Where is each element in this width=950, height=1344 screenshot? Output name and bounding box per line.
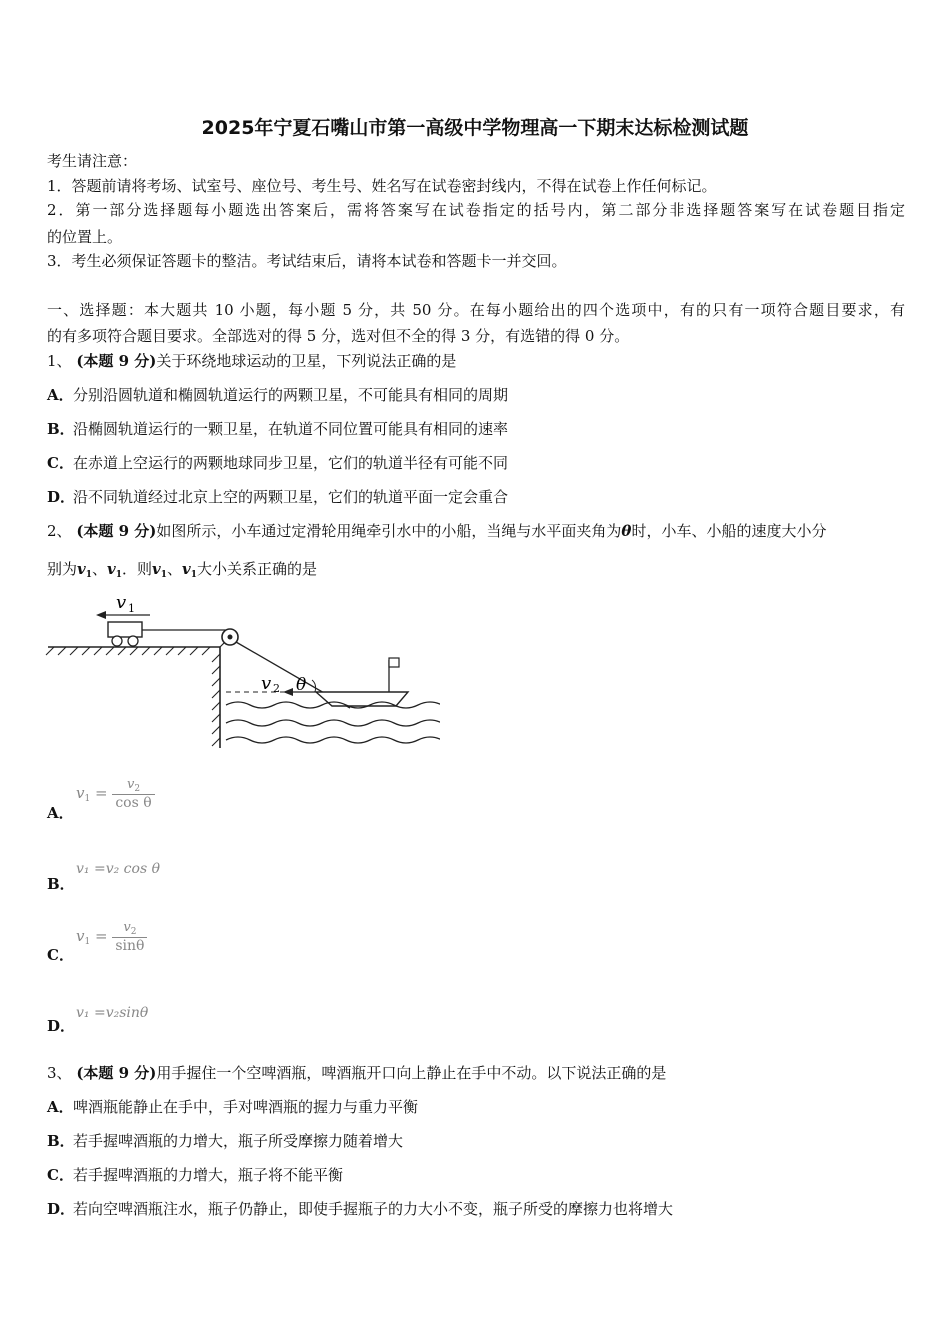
notice-heading: 考生请注意：: [47, 152, 138, 170]
v2-subscript: 1: [190, 570, 197, 580]
question-tag: (本题 9 分): [76, 1064, 157, 1082]
option-letter-d: D．: [47, 1017, 76, 1035]
question-number: 2、: [47, 522, 72, 540]
question-text: 别为: [47, 560, 78, 578]
option-letter: A．: [47, 386, 74, 404]
question-number: 1、: [47, 352, 72, 370]
boat-hull: [316, 692, 408, 706]
option-letter-c: C．: [47, 946, 74, 964]
option-text: 在赤道上空运行的两颗地球同步卫星，它们的轨道半径有可能不同: [73, 454, 509, 472]
question-2-stem: [47, 519, 905, 544]
option-a: [47, 385, 508, 405]
cart-wheel: [128, 636, 138, 646]
option-d: [47, 1199, 673, 1219]
option-a: [47, 1097, 418, 1117]
option-c: [47, 453, 508, 473]
separator: 、: [167, 560, 183, 578]
question-text: 关于环绕地球运动的卫星，下列说法正确的是: [156, 352, 457, 370]
option-letter: C．: [47, 1166, 74, 1184]
option-text: 分别沿圆轨道和椭圆轨道运行的两颗卫星，不可能具有相同的周期: [73, 386, 509, 404]
question-text: 大小关系正确的是: [197, 560, 318, 578]
question-number: 3、: [47, 1064, 72, 1082]
option-d: [47, 487, 508, 507]
pulley-axle: [228, 635, 233, 640]
exam-title: 2025年宁夏石嘴山市第一高级中学物理高一下期末达标检测试题: [201, 117, 749, 139]
pulley-boat-diagram: [40, 588, 440, 753]
angle-label: θ: [296, 675, 307, 695]
formula-lhs: v: [76, 784, 85, 802]
option-letter: B．: [47, 1132, 75, 1150]
formula-fraction: [112, 920, 147, 954]
v2-symbol: v: [107, 560, 116, 578]
option-letter-a: A．: [47, 804, 74, 822]
question-1-stem: [47, 351, 456, 371]
formula-equals: =: [90, 927, 108, 945]
question-2-stem-cont: [47, 559, 317, 585]
fraction-numerator: v: [123, 920, 131, 935]
option-letter: B．: [47, 420, 75, 438]
option-b-formula: v₁ =v₂ cos θ: [76, 861, 161, 877]
option-b: [47, 1131, 403, 1151]
theta-symbol: θ: [621, 522, 632, 540]
cart-wheel: [112, 636, 122, 646]
notice-item: 2．第一部分选择题每小题选出答案后，需将答案写在试卷指定的括号内，第二部分非选择题答案写在试卷题目指定: [47, 201, 905, 219]
option-text: 若向空啤酒瓶注水，瓶子仍静止，即使手握瓶子的力大小不变，瓶子所受的摩擦力也将增大: [73, 1200, 674, 1218]
option-text: 若手握啤酒瓶的力增大，瓶子所受摩擦力随着增大: [73, 1132, 404, 1150]
formula-fraction: [112, 777, 154, 811]
option-b: [47, 419, 508, 439]
option-a-formula: [76, 777, 155, 811]
notice-item: 1．答题前请将考场、试室号、座位号、考生号、姓名写在试卷密封线内，不得在试卷上作任何标记。: [47, 177, 717, 195]
formula-equals: =: [90, 784, 108, 802]
question-text: ．则: [122, 560, 153, 578]
option-text: 啤酒瓶能静止在手中，手对啤酒瓶的握力与重力平衡: [73, 1098, 419, 1116]
question-3-stem: [47, 1063, 666, 1083]
formula-lhs-subscript: 1: [84, 937, 91, 947]
option-letter: D．: [47, 1200, 76, 1218]
v1-label: v: [116, 592, 127, 613]
option-c: [47, 1165, 343, 1185]
numerator-subscript: 2: [130, 927, 137, 937]
option-letter-b: B．: [47, 875, 75, 893]
notice-item: 的位置上。: [47, 228, 123, 246]
option-c-formula: [76, 920, 147, 954]
section-instruction: 的有多项符合题目要求。全部选对的得 5 分，选对但不全的得 3 分，有选错的得 0 分。: [47, 327, 630, 345]
fraction-numerator: v: [126, 777, 135, 792]
v2-subscript: 1: [115, 570, 122, 580]
v1-subscript: 1: [160, 570, 167, 580]
separator: 、: [92, 560, 108, 578]
option-text: 沿椭圆轨道运行的一颗卫星，在轨道不同位置可能具有相同的速率: [73, 420, 509, 438]
v1-subscript: 1: [85, 570, 92, 580]
v2-label-subscript: 2: [273, 682, 280, 695]
boat-flag: [389, 658, 399, 667]
question-tag: (本题 9 分): [76, 352, 157, 370]
option-text: 沿不同轨道经过北京上空的两颗卫星，它们的轨道平面一定会重合: [73, 488, 509, 506]
v1-symbol: v: [77, 560, 86, 578]
question-text: 用手握住一个空啤酒瓶，啤酒瓶开口向上静止在手中不动。以下说法正确的是: [156, 1064, 667, 1082]
cliff-hatch: [212, 654, 220, 746]
v1-symbol: v: [152, 560, 161, 578]
option-letter: A．: [47, 1098, 74, 1116]
option-letter: D．: [47, 488, 76, 506]
question-text: 如图所示，小车通过定滑轮用绳牵引水中的小船，当绳与水平面夹角为: [156, 522, 622, 540]
section-instruction: 一、选择题：本大题共 10 小题，每小题 5 分，共 50 分。在每小题给出的四个选项中，有的只有一项符合题目要求，有: [47, 301, 905, 319]
option-d-formula: v₁ =v₂sinθ: [76, 1005, 149, 1021]
water-waves: [226, 702, 440, 743]
v2-label: v: [261, 673, 272, 694]
fraction-denominator: cos θ: [115, 795, 152, 811]
numerator-subscript: 2: [134, 784, 141, 794]
v2-symbol: v: [182, 560, 191, 578]
v1-label-subscript: 1: [128, 602, 135, 615]
fraction-denominator: sinθ: [115, 938, 145, 954]
formula-lhs-subscript: 1: [84, 794, 91, 804]
ground-hatch: [46, 647, 210, 655]
option-text: 若手握啤酒瓶的力增大，瓶子将不能平衡: [73, 1166, 344, 1184]
formula-lhs: v: [76, 927, 85, 945]
v1-arrowhead: [96, 611, 106, 619]
option-letter: C．: [47, 454, 74, 472]
v2-arrowhead: [283, 688, 293, 696]
cart-body: [108, 622, 142, 637]
notice-item: 3．考生必须保证答题卡的整洁。考试结束后，请将本试卷和答题卡一并交回。: [47, 252, 567, 270]
question-tag: (本题 9 分): [76, 522, 157, 540]
question-text: 时，小车、小船的速度大小分: [631, 522, 827, 540]
